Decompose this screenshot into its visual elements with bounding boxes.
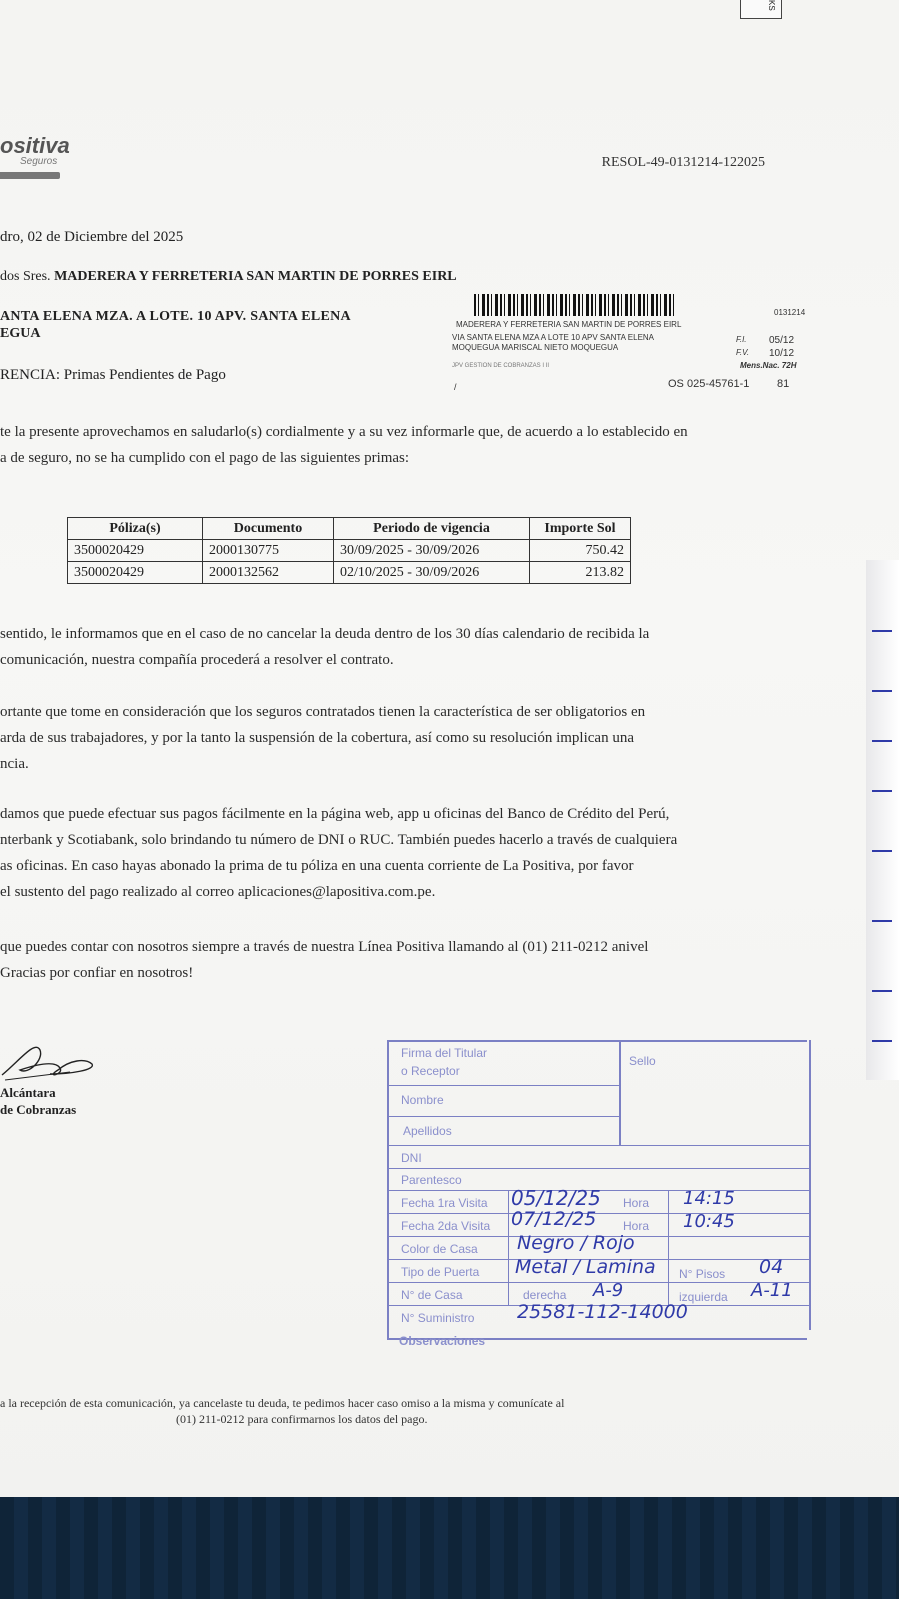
col-periodo: Periodo de vigencia [334, 518, 530, 540]
footer-text-2: (01) 211-0212 para confirmarnos los datos del pago. [176, 1412, 428, 1426]
stamp-col-line [508, 1190, 509, 1305]
sticker-fv-label: F.V. [736, 348, 750, 357]
hw-fecha-1: 05/12/25 [511, 1186, 601, 1210]
hw-hora-1: 14:15 [683, 1188, 735, 1209]
stamp-col-line [668, 1190, 669, 1305]
label-hora-2: Hora [623, 1219, 650, 1233]
sticker-address-1: VIA SANTA ELENA MZA A LOTE 10 APV SANTA ELENA [452, 333, 655, 342]
hw-derecha: A-9 [593, 1280, 624, 1301]
table-surface [0, 1497, 899, 1599]
intro-line-2: a de seguro, no se ha cumplido con el pago de las siguientes primas: [0, 450, 410, 466]
hw-color: Negro / Rojo [517, 1232, 635, 1254]
address-line-1: ANTA ELENA MZA. A LOTE. 10 APV. SANTA ELENA [0, 309, 351, 324]
sticker-fv-value: 10/12 [769, 348, 795, 359]
stamp-row-line [389, 1085, 619, 1086]
paragraph-line: nterbank y Scotiabank, solo brindando tu número de DNI o RUC. También puedes hacerlo a través de cualquiera [0, 832, 678, 848]
col-poliza: Póliza(s) [68, 518, 203, 540]
table-header-row [68, 518, 631, 540]
pending-premiums-table [67, 517, 631, 584]
paragraph-contact [0, 934, 780, 986]
paragraph-line: as oficinas. En caso hayas abonado la prima de tu póliza en una cuenta corriente de La Positiva, por favor [0, 858, 634, 874]
stamp-right-border [809, 1040, 811, 1330]
stamp-top-border [387, 1040, 807, 1042]
paragraph-line: ncia. [0, 756, 29, 772]
cell-poliza: 3500020429 [68, 540, 203, 562]
sticker-fi-label: F.I. [736, 335, 747, 344]
cell-importe: 213.82 [530, 562, 631, 584]
label-pisos: N° Pisos [679, 1267, 726, 1281]
label-tipo-puerta: Tipo de Puerta [401, 1265, 480, 1279]
sticker-code: 0131214 [774, 308, 806, 317]
cell-documento: 2000132562 [203, 562, 334, 584]
date-line: dro, 02 de Diciembre del 2025 [0, 229, 184, 245]
reference-line: RENCIA: Primas Pendientes de Pago [0, 367, 226, 383]
paragraph-obligatory [0, 699, 780, 777]
adjacent-page-edge [866, 560, 899, 1080]
hw-izquierda: A-11 [751, 1280, 793, 1301]
stamp-row-line [389, 1145, 809, 1146]
addressee-line [0, 269, 457, 285]
label-observaciones: Observaciones [399, 1334, 486, 1348]
intro-line-1: te la presente aprovechamos en saludarlo(s) cordialmente y a su vez informarle que, de acuerdo a lo establecido en [0, 424, 688, 440]
label-firma: Firma del Titular [401, 1046, 488, 1060]
sticker-name: MADERERA Y FERRETERIA SAN MARTIN DE PORRES EIRL [456, 320, 682, 329]
hw-suministro: 25581-112-14000 [517, 1301, 688, 1323]
intro-paragraph [0, 419, 780, 471]
paragraph-line: arda de sus trabajadores, y por la tanto la suspensión de la cobertura, así como su resolución implican una [0, 730, 634, 746]
hw-tipo: Metal / Lamina [515, 1256, 656, 1278]
sticker-mens: Mens.Nac. 72H [740, 361, 797, 370]
label-fecha-1: Fecha 1ra Visita [401, 1196, 488, 1210]
paragraph-payment [0, 801, 780, 905]
address-line-2: EGUA [0, 326, 41, 341]
company-logo: ositiva [0, 133, 70, 158]
resolution-reference: RESOL-49-0131214-122025 [601, 155, 765, 170]
sello-divider [619, 1042, 621, 1145]
folder-tab [740, 0, 782, 19]
label-receptor: o Receptor [401, 1064, 460, 1078]
signer-title: de Cobranzas [0, 1102, 77, 1117]
cell-periodo: 30/09/2025 - 30/09/2026 [334, 540, 530, 562]
label-izquierda: izquierda [679, 1290, 728, 1304]
label-nombre: Nombre [401, 1093, 444, 1107]
company-name: MADERERA Y FERRETERIA SAN MARTIN DE PORRES EIRL [54, 269, 457, 284]
label-fecha-2: Fecha 2da Visita [401, 1219, 491, 1233]
sticker-os [668, 378, 749, 390]
paragraph-line: damos que puede efectuar sus pagos fácilmente en la página web, app u oficinas del Banco de Crédito del Perú, [0, 806, 670, 822]
folder-tab-text: KS [767, 0, 776, 11]
label-derecha: derecha [523, 1288, 567, 1302]
paragraph-line: el sustento del pago realizado al correo aplicaciones@lapositiva.com.pe. [0, 884, 436, 900]
cell-periodo: 02/10/2025 - 30/09/2026 [334, 562, 530, 584]
sticker-department: JPV GESTION DE COBRANZAS I II [452, 363, 550, 369]
sticker-os-extra: 81 [777, 378, 790, 390]
sticker-os-value: 025-45761-1 [686, 378, 750, 390]
logo-underline [0, 172, 60, 179]
salutation-prefix: dos Sres. [0, 269, 51, 284]
footer-text-1: a la recepción de esta comunicación, ya cancelaste tu deuda, te pedimos hacer caso omiso a la misma y comunícate al [0, 1396, 565, 1410]
sticker-address-2: MOQUEGUA MARISCAL NIETO MOQUEGUA [452, 343, 619, 352]
signature-scribble [0, 1030, 100, 1085]
company-logo-subtitle: Seguros [20, 156, 58, 167]
label-apellidos: Apellidos [403, 1124, 452, 1138]
paragraph-line: comunicación, nuestra compañía procederá a resolver el contrato. [0, 652, 394, 668]
label-color: Color de Casa [401, 1242, 478, 1256]
hw-hora-2: 10:45 [683, 1211, 735, 1232]
cell-poliza: 3500020429 [68, 562, 203, 584]
paragraph-line: ortante que tome en consideración que los seguros contratados tienen la característica de ser obligatorios en [0, 704, 646, 720]
table-row [68, 540, 631, 562]
stamp-row-line [389, 1213, 809, 1214]
sticker-os-label: OS [668, 378, 684, 390]
label-suministro: N° Suministro [401, 1311, 475, 1325]
hw-fecha-2: 07/12/25 [511, 1208, 597, 1230]
paragraph-line: que puedes contar con nosotros siempre a través de nuestra Línea Positiva llamando al (01) 211-0212 anivel [0, 939, 649, 955]
paragraph-resolution [0, 621, 780, 673]
paragraph-line: sentido, le informamos que en el caso de no cancelar la deuda dentro de los 30 días calendario de recibida la [0, 626, 650, 642]
col-documento: Documento [203, 518, 334, 540]
signer-name: Alcántara [0, 1085, 56, 1100]
table-row [68, 562, 631, 584]
address-sticker [444, 290, 829, 400]
label-parentesco: Parentesco [401, 1173, 462, 1187]
stamp-row-line [389, 1168, 809, 1169]
paragraph-line: Gracias por confiar en nosotros! [0, 965, 194, 981]
barcode [474, 294, 674, 316]
hw-pisos: 04 [759, 1256, 784, 1278]
label-sello: Sello [629, 1054, 656, 1068]
cell-documento: 2000130775 [203, 540, 334, 562]
cell-importe: 750.42 [530, 540, 631, 562]
col-importe: Importe Sol [530, 518, 631, 540]
label-hora-1: Hora [623, 1196, 650, 1210]
sticker-fi-value: 05/12 [769, 335, 795, 346]
delivery-stamp [383, 1040, 823, 1350]
sticker-slash: / [454, 382, 457, 392]
stamp-row-line [389, 1116, 619, 1117]
label-dni: DNI [401, 1151, 422, 1165]
label-n-casa: N° de Casa [401, 1288, 463, 1302]
